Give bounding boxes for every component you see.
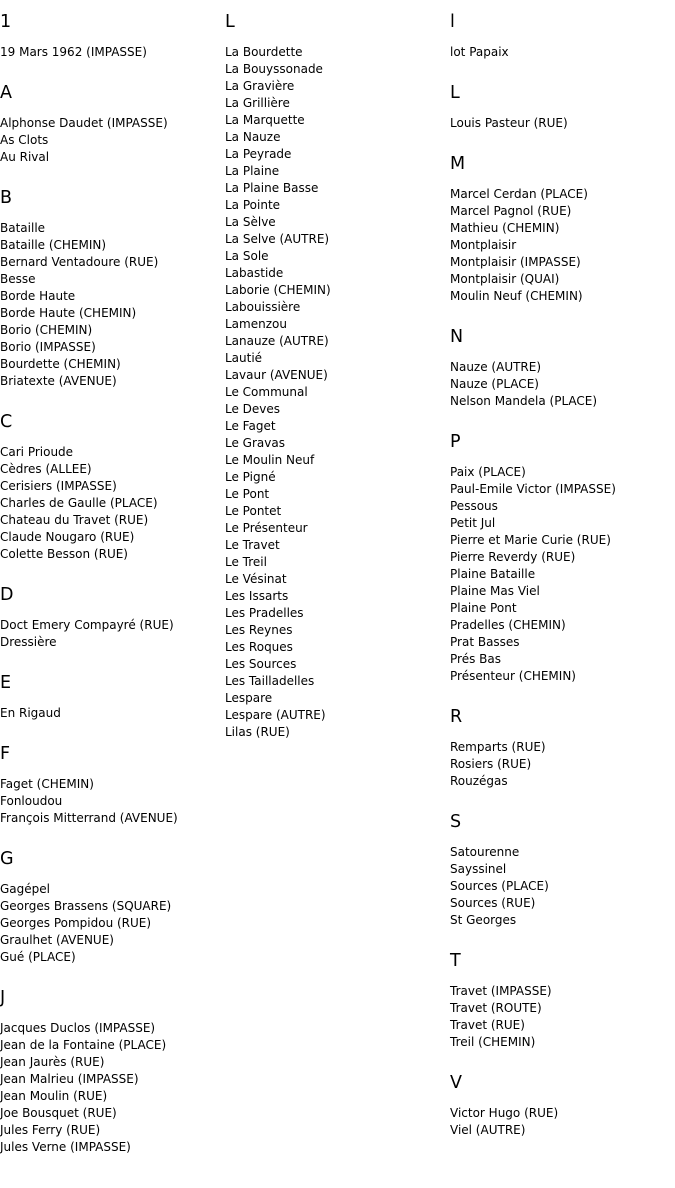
street-list-item[interactable]: Les Roques xyxy=(225,640,293,654)
letter-section xyxy=(450,812,675,929)
street-list-item[interactable]: Le Pigné xyxy=(225,470,276,484)
street-list-item[interactable]: Le Communal xyxy=(225,385,308,399)
street-list-item[interactable]: Cerisiers (IMPASSE) xyxy=(0,479,117,493)
street-list-item[interactable]: Lautié xyxy=(225,351,263,365)
section-letter-heading: l xyxy=(450,12,455,32)
street-list-item[interactable]: La Selve (AUTRE) xyxy=(225,232,330,246)
street-index-column-2 xyxy=(225,0,445,763)
letter-section xyxy=(450,707,675,790)
street-list-item[interactable]: Joe Bousquet (RUE) xyxy=(0,1106,117,1120)
street-list-item[interactable]: Le Présenteur xyxy=(225,521,308,535)
section-letter-heading: L xyxy=(225,12,235,32)
street-list-item[interactable]: Victor Hugo (RUE) xyxy=(450,1106,559,1120)
street-list-item[interactable]: Lanauze (AUTRE) xyxy=(225,334,329,348)
street-list-item[interactable]: Moulin Neuf (CHEMIN) xyxy=(450,289,583,303)
street-list-item[interactable]: Sayssinel xyxy=(450,862,507,876)
street-list-item[interactable]: Pradelles (CHEMIN) xyxy=(450,618,566,632)
street-list-item[interactable]: Remparts (RUE) xyxy=(450,740,546,754)
street-list-item[interactable]: Pierre Reverdy (RUE) xyxy=(450,550,576,564)
section-letter-heading: R xyxy=(450,707,463,727)
street-list-item[interactable]: Jean Moulin (RUE) xyxy=(0,1089,108,1103)
street-list-item[interactable]: Jean Malrieu (IMPASSE) xyxy=(0,1072,139,1086)
street-list-item[interactable]: Nauze (AUTRE) xyxy=(450,360,542,374)
street-list-item[interactable]: lot Papaix xyxy=(450,45,509,59)
street-list xyxy=(450,44,675,61)
section-letter-heading: J xyxy=(0,988,6,1008)
street-list-item[interactable]: La Peyrade xyxy=(225,147,292,161)
street-list-item[interactable]: Jules Ferry (RUE) xyxy=(0,1123,101,1137)
street-list-item[interactable]: Jules Verne (IMPASSE) xyxy=(0,1140,131,1154)
street-list xyxy=(450,1105,675,1139)
street-list-item[interactable]: As Clots xyxy=(0,133,49,147)
street-list-item[interactable]: Charles de Gaulle (PLACE) xyxy=(0,496,158,510)
section-letter-heading: C xyxy=(0,412,13,432)
street-list-item[interactable]: Satourenne xyxy=(450,845,520,859)
letter-section xyxy=(0,849,220,966)
street-list-item[interactable]: Paul-Emile Victor (IMPASSE) xyxy=(450,482,616,496)
section-letter-heading: D xyxy=(0,585,14,605)
street-list-item[interactable]: Le Treil xyxy=(225,555,267,569)
street-list-item[interactable]: Petit Jul xyxy=(450,516,496,530)
street-list-item[interactable]: Gué (PLACE) xyxy=(0,950,76,964)
letter-section xyxy=(450,12,675,61)
street-list-item[interactable]: Fonloudou xyxy=(0,794,63,808)
street-list-item[interactable]: Treil (CHEMIN) xyxy=(450,1035,536,1049)
street-list-item[interactable]: Bourdette (CHEMIN) xyxy=(0,357,121,371)
street-list-item[interactable]: Les Pradelles xyxy=(225,606,304,620)
street-list-item[interactable]: Jean de la Fontaine (PLACE) xyxy=(0,1038,167,1052)
street-list-item[interactable]: Borde Haute (CHEMIN) xyxy=(0,306,137,320)
section-letter-heading: F xyxy=(0,744,11,764)
street-list xyxy=(450,186,675,305)
street-list-item[interactable]: Viel (AUTRE) xyxy=(450,1123,526,1137)
street-list-item[interactable]: La Marquette xyxy=(225,113,305,127)
street-list-item[interactable]: Graulhet (AVENUE) xyxy=(0,933,114,947)
letter-section xyxy=(450,327,675,410)
street-list xyxy=(0,705,220,722)
street-list-item[interactable]: La Sole xyxy=(225,249,269,263)
street-list-item[interactable]: Le Moulin Neuf xyxy=(225,453,315,467)
street-list-item[interactable]: La Pointe xyxy=(225,198,281,212)
street-list-item[interactable]: Prat Basses xyxy=(450,635,520,649)
street-list-item[interactable]: Plaine Mas Viel xyxy=(450,584,540,598)
street-list-item[interactable]: Faget (CHEMIN) xyxy=(0,777,94,791)
street-list-item[interactable]: Louis Pasteur (RUE) xyxy=(450,116,568,130)
street-list-item[interactable]: En Rigaud xyxy=(0,706,61,720)
street-list-item[interactable]: Lavaur (AVENUE) xyxy=(225,368,328,382)
street-list xyxy=(450,983,675,1051)
street-list-item[interactable]: Colette Besson (RUE) xyxy=(0,547,128,561)
street-list-item[interactable]: Lilas (RUE) xyxy=(225,725,290,739)
street-list-item[interactable]: Gagépel xyxy=(0,882,50,896)
section-letter-heading: E xyxy=(0,673,12,693)
street-list-item[interactable]: Plaine Pont xyxy=(450,601,517,615)
street-list-item[interactable]: Sources (RUE) xyxy=(450,896,536,910)
street-list-item[interactable]: Marcel Pagnol (RUE) xyxy=(450,204,572,218)
street-list xyxy=(450,739,675,790)
street-list-item[interactable]: Travet (RUE) xyxy=(450,1018,525,1032)
street-list-item[interactable]: Montplaisir (QUAI) xyxy=(450,272,560,286)
street-list xyxy=(0,44,220,61)
street-list-item[interactable]: St Georges xyxy=(450,913,517,927)
letter-section xyxy=(0,988,220,1156)
street-list-item[interactable]: Prés Bas xyxy=(450,652,501,666)
street-list-item[interactable]: Georges Brassens (SQUARE) xyxy=(0,899,172,913)
street-list xyxy=(450,115,675,132)
street-list-item[interactable]: Georges Pompidou (RUE) xyxy=(0,916,152,930)
street-list-item[interactable]: Jacques Duclos (IMPASSE) xyxy=(0,1021,156,1035)
street-list-item[interactable]: Briatexte (AVENUE) xyxy=(0,374,117,388)
street-index-column-3 xyxy=(450,0,675,1161)
street-list xyxy=(0,115,220,166)
street-list-item[interactable]: Claude Nougaro (RUE) xyxy=(0,530,135,544)
street-list-item[interactable]: Le Pontet xyxy=(225,504,282,518)
street-list-item[interactable]: Labastide xyxy=(225,266,284,280)
letter-section xyxy=(0,188,220,390)
street-list-item[interactable]: Lespare xyxy=(225,691,273,705)
street-list-item[interactable]: Alphonse Daudet (IMPASSE) xyxy=(0,116,168,130)
street-list-item[interactable]: Présenteur (CHEMIN) xyxy=(450,669,576,683)
letter-section xyxy=(450,432,675,685)
street-list-item[interactable]: La Bouyssonade xyxy=(225,62,323,76)
street-list-item[interactable]: Le Faget xyxy=(225,419,276,433)
section-letter-heading: A xyxy=(0,83,12,103)
street-list-item[interactable]: Jean Jaurès (RUE) xyxy=(0,1055,105,1069)
letter-section xyxy=(0,744,220,827)
street-list xyxy=(0,776,220,827)
street-list-item[interactable]: Besse xyxy=(0,272,36,286)
street-list-item[interactable]: Cèdres (ALLEE) xyxy=(0,462,92,476)
letter-section xyxy=(450,1073,675,1139)
street-list-item[interactable]: La Bourdette xyxy=(225,45,303,59)
street-list-item[interactable]: Bataille (CHEMIN) xyxy=(0,238,107,252)
section-letter-heading: S xyxy=(450,812,462,832)
street-list-item[interactable]: Plaine Bataille xyxy=(450,567,536,581)
street-list-item[interactable]: Sources (PLACE) xyxy=(450,879,549,893)
street-list-item[interactable]: Les Sources xyxy=(225,657,297,671)
street-list-item[interactable]: Chateau du Travet (RUE) xyxy=(0,513,149,527)
section-letter-heading: 1 xyxy=(0,12,12,32)
street-list xyxy=(450,844,675,929)
street-list xyxy=(0,220,220,390)
street-list-item[interactable]: Le Deves xyxy=(225,402,281,416)
section-letter-heading: L xyxy=(450,83,460,103)
letter-section xyxy=(0,12,220,61)
section-letter-heading: T xyxy=(450,951,461,971)
letter-section xyxy=(450,83,675,132)
street-list xyxy=(0,881,220,966)
street-list-item[interactable]: Bernard Ventadoure (RUE) xyxy=(0,255,159,269)
street-list-item[interactable]: François Mitterrand (AVENUE) xyxy=(0,811,178,825)
street-list-item[interactable]: La Plaine xyxy=(225,164,280,178)
street-list xyxy=(450,464,675,685)
street-list-item[interactable]: Les Reynes xyxy=(225,623,293,637)
street-list xyxy=(0,1020,220,1156)
section-letter-heading: V xyxy=(450,1073,462,1093)
street-list-item[interactable]: La Plaine Basse xyxy=(225,181,319,195)
street-list-item[interactable]: La Grillière xyxy=(225,96,290,110)
street-list-item[interactable]: Rosiers (RUE) xyxy=(450,757,532,771)
letter-section xyxy=(0,673,220,722)
street-index-column-1 xyxy=(0,0,220,1178)
street-list-item[interactable]: Nelson Mandela (PLACE) xyxy=(450,394,598,408)
street-list-item[interactable]: Doct Emery Compayré (RUE) xyxy=(0,618,174,632)
street-list-item[interactable]: Borio (CHEMIN) xyxy=(0,323,93,337)
letter-section xyxy=(0,585,220,651)
street-list-item[interactable]: Lamenzou xyxy=(225,317,287,331)
street-list-item[interactable]: Montplaisir xyxy=(450,238,517,252)
street-list-item[interactable]: Cari Prioude xyxy=(0,445,74,459)
section-letter-heading: M xyxy=(450,154,466,174)
street-list-item[interactable]: Dressière xyxy=(0,635,57,649)
street-list-item[interactable]: Le Travet xyxy=(225,538,280,552)
street-list xyxy=(450,359,675,410)
letter-section xyxy=(0,83,220,166)
street-list-item[interactable]: Borde Haute xyxy=(0,289,76,303)
street-list-item[interactable]: La Sèlve xyxy=(225,215,276,229)
street-list-item[interactable]: Les Tailladelles xyxy=(225,674,315,688)
street-list-item[interactable]: Le Gravas xyxy=(225,436,285,450)
street-list-item[interactable]: Laborie (CHEMIN) xyxy=(225,283,331,297)
street-list-item[interactable]: Travet (ROUTE) xyxy=(450,1001,542,1015)
letter-section xyxy=(450,154,675,305)
street-list-item[interactable]: Nauze (PLACE) xyxy=(450,377,539,391)
street-list-item[interactable]: Bataille xyxy=(0,221,46,235)
street-list-item[interactable]: La Gravière xyxy=(225,79,295,93)
street-list-item[interactable]: Travet (IMPASSE) xyxy=(450,984,552,998)
street-list xyxy=(225,44,445,741)
section-letter-heading: P xyxy=(450,432,461,452)
street-list-item[interactable]: Marcel Cerdan (PLACE) xyxy=(450,187,588,201)
street-list-item[interactable]: La Nauze xyxy=(225,130,281,144)
section-letter-heading: G xyxy=(0,849,14,869)
street-list-item[interactable]: Au Rival xyxy=(0,150,50,164)
street-list-item[interactable]: Les Issarts xyxy=(225,589,289,603)
street-list-item[interactable]: Rouzégas xyxy=(450,774,508,788)
letter-section xyxy=(225,12,445,741)
street-list-item[interactable]: 19 Mars 1962 (IMPASSE) xyxy=(0,45,147,59)
letter-section xyxy=(0,412,220,563)
street-list-item[interactable]: Montplaisir (IMPASSE) xyxy=(450,255,581,269)
street-list xyxy=(0,617,220,651)
section-letter-heading: N xyxy=(450,327,464,347)
street-list-item[interactable]: Le Vésinat xyxy=(225,572,287,586)
street-list-item[interactable]: Lespare (AUTRE) xyxy=(225,708,326,722)
street-list-item[interactable]: Le Pont xyxy=(225,487,270,501)
letter-section xyxy=(450,951,675,1051)
street-list-item[interactable]: Labouissière xyxy=(225,300,301,314)
street-list xyxy=(0,444,220,563)
street-list-item[interactable]: Paix (PLACE) xyxy=(450,465,526,479)
street-list-item[interactable]: Mathieu (CHEMIN) xyxy=(450,221,560,235)
street-list-item[interactable]: Borio (IMPASSE) xyxy=(0,340,96,354)
section-letter-heading: B xyxy=(0,188,13,208)
street-list-item[interactable]: Pessous xyxy=(450,499,498,513)
street-list-item[interactable]: Pierre et Marie Curie (RUE) xyxy=(450,533,611,547)
